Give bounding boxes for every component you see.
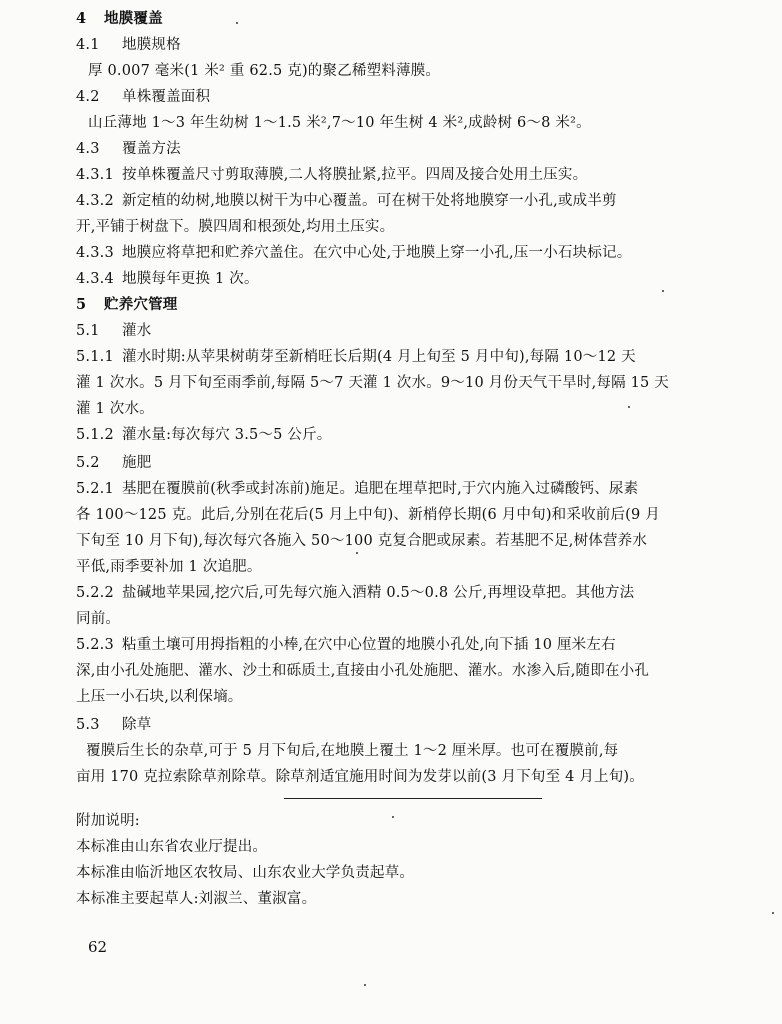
line-text: 灌水量:每次每穴 3.5～5 公斤。 [122, 427, 332, 443]
line-text: 新定植的幼树,地膜以树干为中心覆盖。可在树干处将地膜穿一小孔,或成半剪 [122, 193, 617, 209]
section-number: 5.2.2 [76, 585, 114, 601]
line-text: 按单株覆盖尺寸剪取薄膜,二人将膜扯紧,拉平。四周及接合处用土压实。 [122, 167, 588, 183]
scan-speck [356, 552, 358, 554]
text-line [86, 738, 754, 764]
line-text: 灌水时期:从苹果树萌芽至新梢旺长后期(4 月上旬至 5 月中旬),每隔 10～12 天 [122, 349, 636, 365]
line-text: 亩用 170 克拉索除草剂除草。除草剂适宜施用时间为发芽以前(3 月下旬至 4 月上旬)。 [76, 769, 644, 785]
section-number: 4.1 [76, 37, 100, 53]
section-number: 4.3 [76, 141, 100, 157]
scan-speck [772, 912, 774, 914]
line-text: 地膜覆盖 [104, 10, 163, 27]
text-line [76, 396, 744, 422]
line-text: 下旬至 10 月下旬),每次每穴各施入 50～100 克复合肥或尿素。若基肥不足,树体营养水 [76, 533, 648, 549]
text-line [76, 422, 744, 448]
text-line [76, 84, 744, 110]
text-line [76, 502, 744, 528]
line-text: 施肥 [122, 455, 152, 471]
line-text: 同前。 [76, 611, 121, 627]
text-line [76, 450, 744, 476]
line-text: 灌 1 次水。5 月下旬至雨季前,每隔 5～7 天灌 1 次水。9～10 月份天气干旱时,每隔 15 天 [76, 375, 669, 391]
appendix-line: 本标准主要起草人:刘淑兰、董淑富。 [76, 891, 317, 907]
text-line [76, 580, 744, 606]
line-text: 基肥在覆膜前(秋季或封冻前)施足。追肥在埋草把时,于穴内施入过磷酸钙、尿素 [122, 481, 639, 497]
text-line [76, 266, 744, 292]
section-number: 5.1 [76, 323, 100, 339]
section-number: 4.3.4 [76, 271, 114, 287]
appendix-line: 本标准由山东省农业厅提出。 [76, 839, 268, 855]
text-line [76, 712, 744, 738]
line-text: 地膜每年更换 1 次。 [122, 271, 259, 287]
line-text: 覆盖方法 [122, 141, 181, 157]
section-number: 5.1.2 [76, 427, 114, 443]
section-number: 4.3.1 [76, 167, 114, 183]
scan-speck [364, 984, 366, 986]
text-line [76, 528, 744, 554]
section-number: 5.1.1 [76, 349, 114, 365]
line-text: 各 100～125 克。此后,分别在花后(5 月上中旬)、新梢停长期(6 月中旬)和采收前后(9 月 [76, 507, 660, 523]
line-text: 地膜应将草把和贮养穴盖住。在穴中心处,于地膜上穿一小孔,压一小石块标记。 [122, 245, 632, 261]
line-text: 覆膜后生长的杂草,可于 5 月下旬后,在地膜上覆土 1～2 厘米厚。也可在覆膜前,每 [86, 743, 619, 759]
text-line [76, 214, 744, 240]
line-text: 盐碱地苹果园,挖穴后,可先每穴施入酒精 0.5～0.8 公斤,再埋设草把。其他方法 [122, 585, 635, 601]
text-line [88, 58, 756, 84]
text-line [76, 632, 744, 658]
text-line [76, 554, 744, 580]
line-text: 深,由小孔处施肥、灌水、沙土和砾质土,直接由小孔处施肥、灌水。水渗入后,随即在小孔 [76, 663, 650, 679]
line-text: 地膜规格 [122, 37, 181, 53]
line-text: 贮养穴管理 [104, 296, 178, 313]
line-text: 山丘薄地 1～3 年生幼树 1～1.5 米²,7～10 年生树 4 米²,成龄树 6～8 米²。 [88, 115, 591, 131]
text-line [76, 370, 744, 396]
appendix-line: 本标准由临沂地区农牧局、山东农业大学负责起草。 [76, 865, 415, 881]
text-line [88, 110, 756, 136]
text-line [76, 684, 744, 710]
scan-speck [392, 816, 394, 818]
appendix-title: 附加说明: [76, 813, 140, 829]
line-text: 粘重土壤可用拇指粗的小棒,在穴中心位置的地膜小孔处,向下插 10 厘米左右 [122, 637, 616, 653]
section-number: 4.3.2 [76, 193, 114, 209]
text-line [76, 6, 744, 32]
section-number: 5.2.1 [76, 481, 114, 497]
line-text: 开,平铺于树盘下。膜四周和根颈处,均用土压实。 [76, 219, 395, 235]
text-line [76, 764, 744, 790]
section-number: 5.2.3 [76, 637, 114, 653]
section-number: 4.3.3 [76, 245, 114, 261]
line-text: 上压一小石块,以利保墒。 [76, 689, 243, 705]
text-line [76, 188, 744, 214]
section-number: 5.3 [76, 717, 100, 733]
text-line [76, 292, 744, 318]
text-line [76, 344, 744, 370]
section-number: 5 [76, 296, 87, 313]
section-number: 4 [76, 10, 87, 27]
scan-speck [236, 22, 238, 24]
text-line [76, 32, 744, 58]
line-text: 平低,雨季要补加 1 次追肥。 [76, 559, 262, 575]
text-line [76, 658, 744, 684]
section-number: 5.2 [76, 455, 100, 471]
text-line [76, 606, 744, 632]
scan-speck [662, 290, 664, 292]
line-text: 除草 [122, 717, 152, 733]
text-line [76, 318, 744, 344]
scan-speck [628, 406, 630, 408]
section-divider [284, 798, 542, 799]
text-line [76, 476, 744, 502]
text-line [76, 162, 744, 188]
text-line [76, 240, 744, 266]
page-number: 62 [88, 938, 108, 956]
line-text: 灌水 [122, 323, 152, 339]
line-text: 灌 1 次水。 [76, 401, 154, 417]
text-line [76, 136, 744, 162]
line-text: 厚 0.007 毫米(1 米² 重 62.5 克)的聚乙稀塑料薄膜。 [88, 63, 441, 79]
section-number: 4.2 [76, 89, 100, 105]
line-text: 单株覆盖面积 [122, 89, 211, 105]
